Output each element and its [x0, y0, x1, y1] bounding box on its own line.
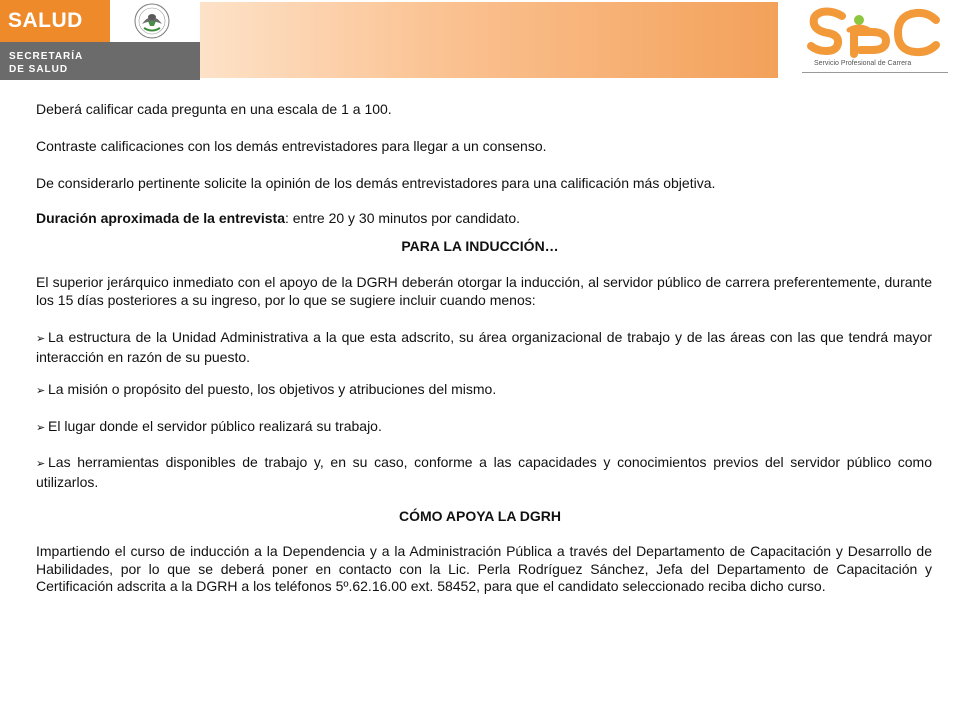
secretaria-line1: SECRETARÍA [9, 51, 84, 62]
secretaria-band [0, 42, 200, 80]
duration-line [36, 209, 520, 227]
intro-line-scale: Deberá calificar cada pregunta en una escala de 1 a 100. [36, 101, 392, 117]
salud-brand-text: SALUD [8, 9, 83, 32]
induccion-heading: PARA LA INDUCCIÓN… [401, 238, 559, 254]
induccion-paragraph: El superior jerárquico inmediato con el apoyo de la DGRH deberán otorgar la inducción, al servidor público de carrera preferentemente, durante los 15 días posteriores a su ingreso, por lo que se sugiere incluir cuando menos: [36, 274, 932, 308]
arrow-bullet-icon: ➢ [36, 458, 46, 470]
arrow-bullet-icon: ➢ [36, 333, 46, 345]
spc-tagline: Servicio Profesional de Carrera [814, 60, 912, 67]
intro-line-opinion: De considerarlo pertinente solicite la opinión de los demás entrevistadores para una calificación más objetiva. [36, 175, 716, 191]
induccion-bullet [36, 329, 932, 366]
induccion-bullet [36, 381, 932, 401]
bullet-text: La misión o propósito del puesto, los objetivos y atribuciones del mismo. [48, 381, 497, 397]
salud-brand-block [0, 0, 110, 42]
induccion-bullet [36, 454, 932, 491]
bullet-text: El lugar donde el servidor público realizará su trabajo. [48, 418, 382, 434]
bullet-text: La estructura de la Unidad Administrativa a la que esta adscrito, su área organizacional de trabajo y de las áreas con las que tendrá mayor interacción en razón de su puesto. [36, 329, 932, 365]
salud-logo [0, 0, 200, 80]
secretaria-line2: DE SALUD [9, 64, 69, 75]
apoyo-heading: CÓMO APOYA LA DGRH [398, 508, 562, 524]
arrow-bullet-icon: ➢ [36, 385, 46, 397]
intro-line-consensus: Contraste calificaciones con los demás entrevistadores para llegar a un consenso. [36, 138, 547, 154]
duration-value: : entre 20 y 30 minutos por candidato. [284, 210, 521, 226]
spc-logo [802, 6, 948, 74]
spc-underline [802, 72, 948, 73]
apoyo-paragraph: Impartiendo el curso de inducción a la Dependencia y a la Administración Pública a través del Departamento de Capacitación y Desarrollo de Habilidades, por lo que se deberá poner en contacto con la Lic. Perla Rodríguez Sánchez, Jefa del Departamento de Capacitación y Certificación adscrita a la DGRH a los teléfonos 5º.62.16.00 ext. 58452, para que el candidato seleccionado reciba dicho curso. [36, 543, 932, 594]
header-gradient-band [200, 2, 778, 78]
bullet-text: Las herramientas disponibles de trabajo y, en su caso, conforme a las capacidades y conocimientos previos del servidor público como utilizarlos. [36, 454, 932, 490]
duration-label: Duración aproximada de la entrevista [36, 210, 285, 226]
arrow-bullet-icon: ➢ [36, 422, 46, 434]
coat-of-arms-icon [110, 0, 200, 42]
spc-wordmark-icon [802, 6, 948, 60]
induccion-bullet [36, 418, 932, 438]
